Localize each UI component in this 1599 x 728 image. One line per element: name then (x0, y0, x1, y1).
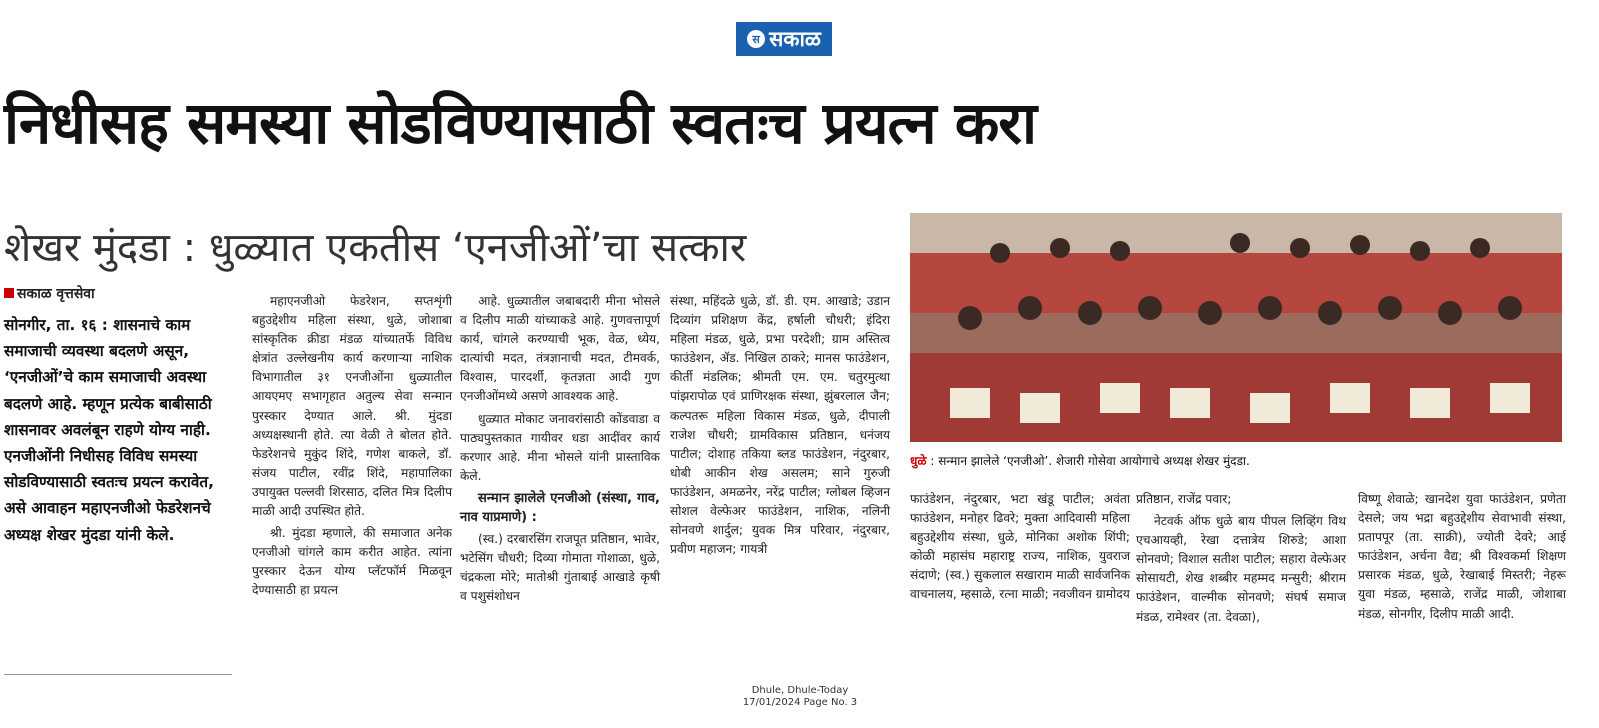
paragraph: प्रतिष्ठान, राजेंद्र पवार; (1136, 492, 1232, 506)
lead-divider (4, 674, 232, 675)
logo-text: सकाळ (769, 27, 821, 51)
article-column-3 (670, 292, 890, 562)
photo-caption (910, 452, 1565, 470)
paragraph: विष्णू शेवाळे; खानदेश युवा फाउंडेशन, प्रणेता देसले; जय भद्रा बहुउद्देशीय सेवाभावी संस्था, प्रतापपूर (ता. साक्री), ज्योती देवरे; आई फाउंडेशन, अर्चना वैद्य; श्री विश्वकर्मा शिक्षण प्रसारक मंडळ, धुळे, रेखाबाई मिस्तरी; नेहरू युवा मंडळ, म्हसाळे, राजेंद्र माळी, जोशाबा मंडळ, सोनगीर, दिलीप माळी आदी. (1358, 492, 1566, 621)
byline (4, 282, 95, 306)
sakal-logo (736, 22, 832, 56)
caption-text: : सन्मान झालेले ‘एनजीओ’. शेजारी गोसेवा आयोगाचे अध्यक्ष शेखर मुंदडा. (926, 454, 1250, 468)
paragraph: नेटवर्क ऑफ धुळे बाय पीपल लिव्हिंग विथ एचआयव्ही, रेखा दत्तात्रेय शिरुडे; आशा सोनवणे; विशाल सतीश पाटील; सहारा वेल्फेअर सोसायटी, शेख शब्बीर महम्मद मन्सुरी; श्रीराम फाउंडेशन, वाल्मीक सोनवणे; संघर्ष समाज मंडळ, रामेश्वर (ता. देवळा), (1136, 514, 1346, 624)
article-column-4 (910, 490, 1130, 608)
article-column-6 (1358, 490, 1566, 627)
paragraph: फाउंडेशन, नंदुरबार, भटा खंडू पाटील; अवंता फाउंडेशन, मनोहर ढिवरे; मुक्ता आदिवासी महिला बहुउद्देशीय संस्था, धुळे, मोनिका अशोक शिंपी; कोळी महासंघ महाराष्ट्र राज्य, नाशिक, युवराज संदाणे; (स्व.) सुकलाल सखाराम माळी सार्वजनिक वाचनालय, म्हसाळे, रत्ना माळी; नवजीवन ग्रामोदय (910, 492, 1130, 602)
article-column-2 (460, 292, 660, 610)
group-photo-illustration (910, 213, 1562, 442)
paragraph: धुळ्यात मोकाट जनावरांसाठी कोंडवाडा व पाठ्यपुस्तकात गायीवर धडा आदींवर कार्य करणार आहे. मीना भोसले यांनी प्रास्ताविक केले. (460, 411, 660, 483)
footer-edition: Dhule, Dhule-Today (751, 685, 849, 696)
byline-square-icon (4, 288, 14, 298)
lead-paragraph: सोनगीर, ता. १६ : शासनाचे काम समाजाची व्यवस्था बदलणे असून, ‘एनजीओं’चे काम समाजाची अवस्था बदलणे आहे. म्हणून प्रत्येक बाबीसाठी शासनावर अवलंबून राहणे योग्य नाही. एनजीओंनी निधीसह विविध समस्या सोडविण्यासाठी स्वतःच प्रयत्न करावेत, असे आवाहन महाएनजीओ फेडरेशनचे अध्यक्ष शेखर मुंदडा यांनी केले. (4, 316, 214, 544)
logo-mark-icon: स (747, 30, 765, 48)
page-footer (700, 685, 900, 709)
article-column-1 (252, 292, 452, 604)
award-group-photo (910, 213, 1562, 442)
footer-date-page: 17/01/2024 Page No. 3 (742, 697, 858, 708)
paragraph: (स्व.) दरबारसिंग राजपूत प्रतिष्ठान, भावेर, भटेसिंग चौधरी; दिव्या गोमाता गोशाळा, धुळे, चंद्रकला मोरे; मातोश्री गुंताबाई आखाडे कृषी व पशुसंशोधन (460, 532, 660, 604)
section-heading: सन्मान झालेले एनजीओ (संस्था, गाव, नाव याप्रमाणे) : (460, 490, 660, 526)
paragraph: महाएनजीओ फेडरेशन, सप्तशृंगी बहुउद्देशीय महिला संस्था, धुळे, जोशाबा सांस्कृतिक क्रीडा मंडळ यांच्यातर्फे विविध क्षेत्रांत उल्लेखनीय कार्य करणाऱ्या नाशिक विभागातील ३१ एनजीओंना धुळ्यातील आयएमए सभागृहात अतुल्य सेवा सन्मान पुरस्कार देण्यात आले. श्री. मुंदडा अध्यक्षस्थानी होते. त्या वेळी ते बोलत होते. फेडरेशनचे मुकुंद शिंदे, गणेश बाकले, डॉ. संजय पाटील, रवींद्र शिंदे, महापालिका उपायुक्त पल्लवी शिरसाठ, दलित मित्र दिलीप माळी आदी उपस्थित होते. (252, 294, 452, 519)
headline: निधीसह समस्या सोडविण्यासाठी स्वतःच प्रयत्न करा (4, 89, 1037, 157)
caption-place: धुळे (910, 454, 927, 468)
paragraph: आहे. धुळ्यातील जबाबदारी मीना भोसले व दिलीप माळी यांच्याकडे आहे. गुणवत्तापूर्ण कार्य, चांगले करण्याची भूक, वेळ, ध्येय, दात्यांची मदत, तंत्रज्ञानाची मदत, टीमवर्क, विश्वास, पारदर्शी, कृतज्ञता आदी गुण एनजीओंमध्ये असणे आवश्यक आहे. (460, 294, 660, 404)
subheadline: शेखर मुंदडा : धुळ्यात एकतीस ‘एनजीओं’चा सत्कार (4, 225, 747, 271)
paragraph: संस्था, महिंदळे धुळे, डॉ. डी. एम. आखाडे; उडान दिव्यांग प्रशिक्षण केंद्र, हर्षाली चौधरी; इंदिरा महिला मंडळ, धुळे, प्रभा परदेशी; ग्राम अस्तित्व फाउंडेशन, ॲड. निखिल ठाकरे; मानस फाउंडेशन, कीर्ती मंडलिक; श्रीमती एम. एम. चतुरमुत्था पांझरापोळ एवं प्राणिरक्षक संस्था, झुंबरलाल जैन; कल्पतरू महिला विकास मंडळ, धुळे, दीपाली राजेश चौधरी; ग्रामविकास प्रतिष्ठान, धनंजय पाटील; दोशाह तकिया ब्लड फाउंडेशन, नंदुरबार, धोबी आकीन शेख असलम; साने गुरुजी फाउंडेशन, अमळनेर, नरेंद्र पाटील; ग्लोबल व्हिजन सोशल वेल्फेअर फाउंडेशन, नाशिक, नलिनी सोनवणे शार्दुल; युवक मित्र परिवार, नंदुरबार, प्रवीण महाजन; गायत्री (670, 294, 890, 557)
article-column-5 (1136, 490, 1346, 630)
paragraph: श्री. मुंदडा म्हणाले, की समाजात अनेक एनजीओ चांगले काम करीत आहेत. त्यांना पुरस्कार देऊन योग्य प्लॅटफॉर्म मिळवून देण्यासाठी हा प्रयत्न (252, 526, 452, 598)
byline-text: सकाळ वृत्तसेवा (17, 286, 95, 302)
